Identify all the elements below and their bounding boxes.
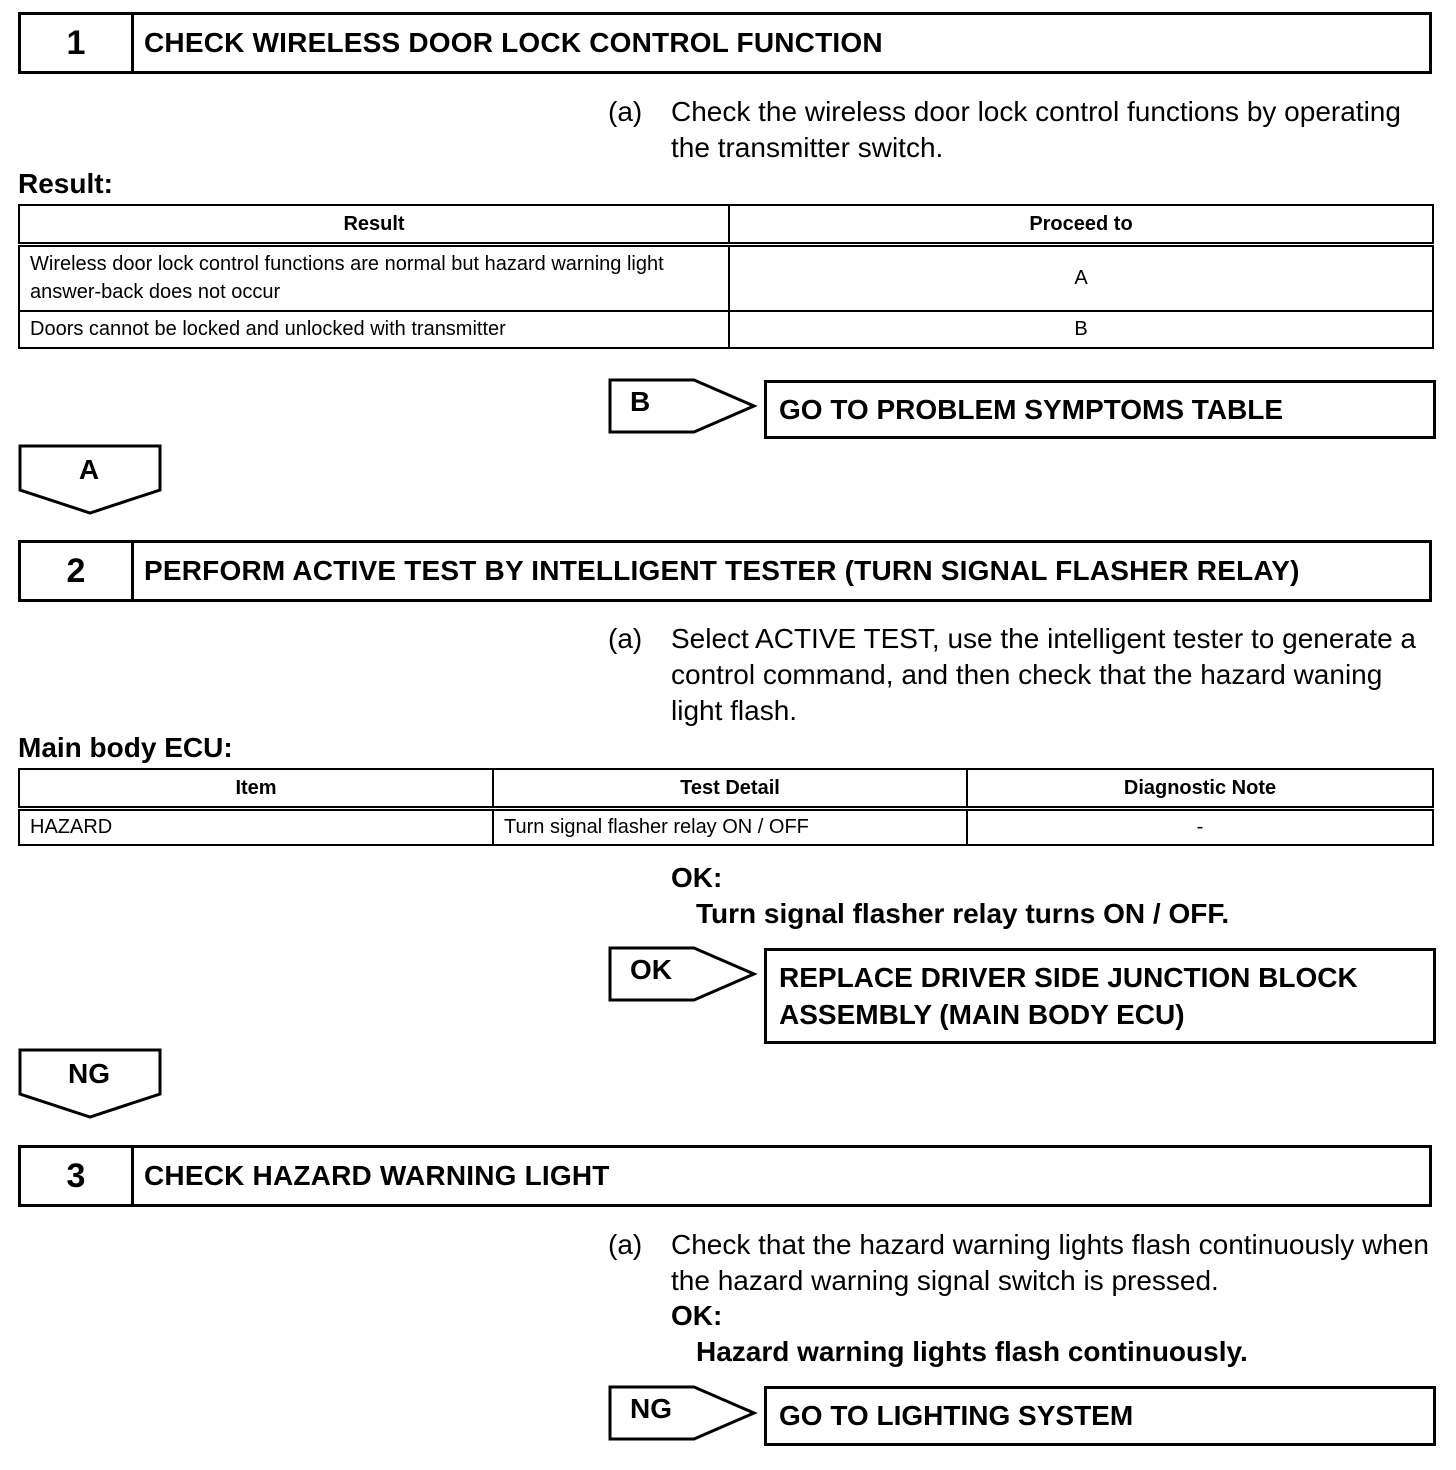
flow-label: NG xyxy=(68,1058,110,1089)
instruction-label: (a) xyxy=(608,96,643,127)
branch-ok-arrow[interactable] xyxy=(608,946,758,1002)
column-header: Proceed to xyxy=(729,205,1433,245)
branch-label: OK xyxy=(630,954,672,985)
branch-label: B xyxy=(630,386,651,417)
flow-label: A xyxy=(78,454,100,485)
go-to-lighting-system-link[interactable]: GO TO LIGHTING SYSTEM xyxy=(764,1386,1436,1446)
ok-label: OK: xyxy=(671,862,723,893)
replace-junction-block-link[interactable]: REPLACE DRIVER SIDE JUNCTION BLOCK ASSEMBLY (MAIN BODY ECU) xyxy=(764,948,1436,1044)
table-row xyxy=(19,809,1433,845)
flow-ng-arrow[interactable] xyxy=(18,1048,162,1120)
step-title: PERFORM ACTIVE TEST BY INTELLIGENT TESTER (TURN SIGNAL FLASHER RELAY) xyxy=(144,555,1300,586)
column-header: Result xyxy=(19,205,729,245)
table-row xyxy=(19,311,1433,348)
flow-a-arrow[interactable] xyxy=(18,444,162,516)
result-heading: Result: xyxy=(18,168,113,199)
result-table xyxy=(18,204,1434,349)
proceed-cell: A xyxy=(729,245,1433,311)
branch-b-arrow[interactable] xyxy=(608,378,758,434)
go-to-problem-symptoms-link[interactable]: GO TO PROBLEM SYMPTOMS TABLE xyxy=(764,380,1436,439)
instruction-text: Check the wireless door lock control functions by operating the transmitter switch. xyxy=(671,96,1401,163)
column-header: Test Detail xyxy=(493,769,967,809)
step-2-header xyxy=(18,540,1432,602)
step-number: 1 xyxy=(21,15,134,71)
item-cell: HAZARD xyxy=(19,809,493,845)
ecu-table xyxy=(18,768,1434,846)
detail-cell: Turn signal flasher relay ON / OFF xyxy=(493,809,967,845)
note-cell: - xyxy=(967,809,1433,845)
branch-label: NG xyxy=(630,1393,672,1424)
instruction-text: Check that the hazard warning lights flash continuously when the hazard warning signal switch is pressed. xyxy=(671,1229,1429,1296)
column-header: Diagnostic Note xyxy=(967,769,1433,809)
instruction-label: (a) xyxy=(608,623,643,654)
instruction-label: (a) xyxy=(608,1229,643,1260)
ok-criteria: Hazard warning lights flash continuously. xyxy=(696,1336,1248,1367)
step-3-header xyxy=(18,1145,1432,1207)
branch-ng-arrow[interactable] xyxy=(608,1385,758,1441)
ecu-heading: Main body ECU: xyxy=(18,732,233,763)
instruction-text: Select ACTIVE TEST, use the intelligent tester to generate a control command, and then check that the hazard waning light flash. xyxy=(671,623,1417,726)
result-cell: Wireless door lock control functions are normal but hazard warning light answer-back does not occur xyxy=(19,245,729,311)
proceed-cell: B xyxy=(729,311,1433,348)
step-title: CHECK HAZARD WARNING LIGHT xyxy=(144,1160,610,1191)
result-cell: Doors cannot be locked and unlocked with transmitter xyxy=(19,311,729,348)
step-title: CHECK WIRELESS DOOR LOCK CONTROL FUNCTION xyxy=(144,27,883,58)
step-number: 3 xyxy=(21,1148,134,1204)
step-1-header xyxy=(18,12,1432,74)
table-header-row xyxy=(19,769,1433,809)
column-header: Item xyxy=(19,769,493,809)
table-row xyxy=(19,245,1433,311)
ok-label: OK: xyxy=(671,1300,723,1331)
ok-criteria: Turn signal flasher relay turns ON / OFF. xyxy=(696,898,1230,929)
step-number: 2 xyxy=(21,543,134,599)
table-header-row xyxy=(19,205,1433,245)
